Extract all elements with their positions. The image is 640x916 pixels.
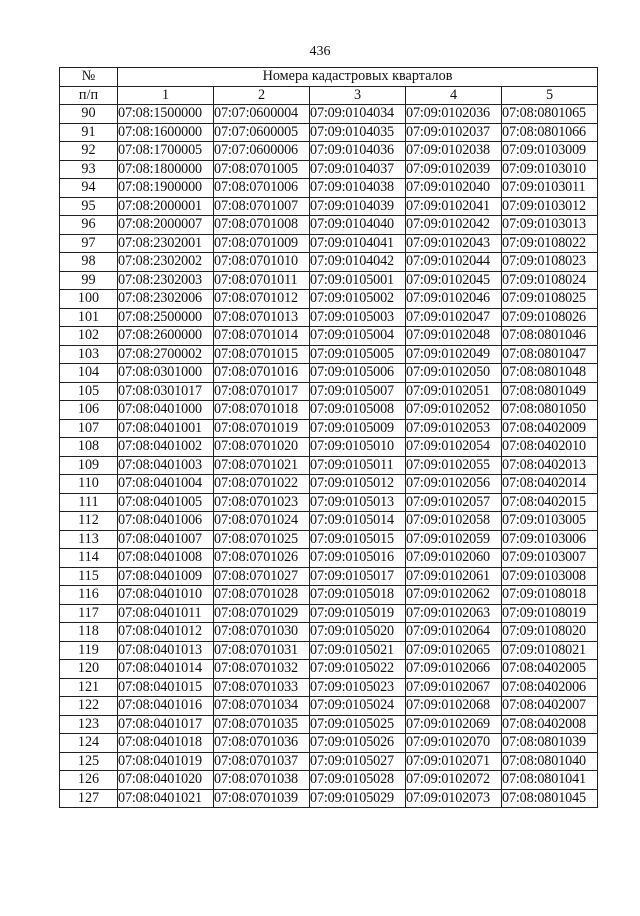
column-header: 2 — [214, 86, 310, 105]
row-number: 117 — [60, 604, 118, 623]
cadastral-number-cell: 07:09:0102042 — [406, 216, 502, 235]
cadastral-number-cell: 07:08:0701011 — [214, 271, 310, 290]
cadastral-number-cell: 07:09:0104042 — [310, 253, 406, 272]
table-row — [60, 105, 598, 124]
table-row — [60, 789, 598, 808]
table-row — [60, 586, 598, 605]
row-number: 106 — [60, 401, 118, 420]
table-row — [60, 253, 598, 272]
table-row — [60, 327, 598, 346]
row-number: 123 — [60, 715, 118, 734]
cadastral-number-cell: 07:08:0402006 — [502, 678, 598, 697]
cadastral-number-cell: 07:08:0801047 — [502, 345, 598, 364]
cadastral-number-cell: 07:08:0701006 — [214, 179, 310, 198]
cadastral-number-cell: 07:08:1800000 — [118, 160, 214, 179]
row-number: 108 — [60, 438, 118, 457]
cadastral-number-cell: 07:08:2500000 — [118, 308, 214, 327]
cadastral-number-cell: 07:09:0105001 — [310, 271, 406, 290]
cadastral-number-cell: 07:08:2000001 — [118, 197, 214, 216]
cadastral-number-cell: 07:08:0401018 — [118, 734, 214, 753]
cadastral-number-cell: 07:08:0701027 — [214, 567, 310, 586]
cadastral-number-cell: 07:08:0701022 — [214, 475, 310, 494]
cadastral-number-cell: 07:09:0105019 — [310, 604, 406, 623]
table-row — [60, 512, 598, 531]
cadastral-number-cell: 07:08:0701007 — [214, 197, 310, 216]
cadastral-number-cell: 07:09:0105016 — [310, 549, 406, 568]
cadastral-number-cell: 07:09:0102050 — [406, 364, 502, 383]
cadastral-number-cell: 07:08:0301000 — [118, 364, 214, 383]
row-number: 122 — [60, 697, 118, 716]
cadastral-number-cell: 07:08:0401007 — [118, 530, 214, 549]
cadastral-number-cell: 07:09:0102059 — [406, 530, 502, 549]
cadastral-number-cell: 07:09:0105015 — [310, 530, 406, 549]
cadastral-number-cell: 07:08:0701032 — [214, 660, 310, 679]
cadastral-number-cell: 07:09:0108026 — [502, 308, 598, 327]
cadastral-number-cell: 07:08:0401002 — [118, 438, 214, 457]
row-number: 93 — [60, 160, 118, 179]
cadastral-number-cell: 07:08:0701025 — [214, 530, 310, 549]
table-row — [60, 142, 598, 161]
cadastral-number-cell: 07:09:0102067 — [406, 678, 502, 697]
row-number: 124 — [60, 734, 118, 753]
cadastral-number-cell: 07:09:0102056 — [406, 475, 502, 494]
cadastral-number-cell: 07:08:0701029 — [214, 604, 310, 623]
table-row — [60, 216, 598, 235]
cadastral-number-cell: 07:09:0108024 — [502, 271, 598, 290]
cadastral-number-cell: 07:08:0801049 — [502, 382, 598, 401]
cadastral-number-cell: 07:08:0701035 — [214, 715, 310, 734]
cadastral-number-cell: 07:09:0102058 — [406, 512, 502, 531]
cadastral-number-cell: 07:09:0105014 — [310, 512, 406, 531]
cadastral-number-cell: 07:08:0401009 — [118, 567, 214, 586]
row-number: 125 — [60, 752, 118, 771]
cadastral-number-cell: 07:09:0105020 — [310, 623, 406, 642]
cadastral-number-cell: 07:07:0600004 — [214, 105, 310, 124]
cadastral-number-cell: 07:09:0103006 — [502, 530, 598, 549]
row-number: 96 — [60, 216, 118, 235]
cadastral-number-cell: 07:08:0701021 — [214, 456, 310, 475]
header-row-columns — [60, 86, 598, 105]
cadastral-number-cell: 07:08:0401015 — [118, 678, 214, 697]
cadastral-number-cell: 07:08:2700002 — [118, 345, 214, 364]
cadastral-number-cell: 07:09:0105026 — [310, 734, 406, 753]
cadastral-number-cell: 07:08:0701012 — [214, 290, 310, 309]
cadastral-number-cell: 07:09:0104035 — [310, 123, 406, 142]
cadastral-number-cell: 07:09:0102053 — [406, 419, 502, 438]
cadastral-number-cell: 07:09:0105012 — [310, 475, 406, 494]
cadastral-number-cell: 07:08:0401016 — [118, 697, 214, 716]
cadastral-number-cell: 07:08:0701030 — [214, 623, 310, 642]
cadastral-number-cell: 07:08:0701015 — [214, 345, 310, 364]
cadastral-number-cell: 07:08:0402014 — [502, 475, 598, 494]
cadastral-number-cell: 07:09:0102063 — [406, 604, 502, 623]
cadastral-number-cell: 07:08:0401011 — [118, 604, 214, 623]
cadastral-number-cell: 07:08:0402015 — [502, 493, 598, 512]
cadastral-number-cell: 07:08:0801040 — [502, 752, 598, 771]
cadastral-number-cell: 07:08:0401008 — [118, 549, 214, 568]
row-number: 120 — [60, 660, 118, 679]
table-row — [60, 549, 598, 568]
cadastral-number-cell: 07:09:0102048 — [406, 327, 502, 346]
cadastral-number-cell: 07:09:0102041 — [406, 197, 502, 216]
cadastral-number-cell: 07:09:0105028 — [310, 771, 406, 790]
row-number: 112 — [60, 512, 118, 531]
row-number: 97 — [60, 234, 118, 253]
cadastral-number-cell: 07:09:0103013 — [502, 216, 598, 235]
cadastral-number-cell: 07:09:0105010 — [310, 438, 406, 457]
cadastral-number-cell: 07:09:0105007 — [310, 382, 406, 401]
cadastral-number-cell: 07:08:2302002 — [118, 253, 214, 272]
cadastral-number-cell: 07:09:0105025 — [310, 715, 406, 734]
cadastral-number-cell: 07:08:0701031 — [214, 641, 310, 660]
cadastral-number-cell: 07:08:0701016 — [214, 364, 310, 383]
cadastral-number-cell: 07:09:0105005 — [310, 345, 406, 364]
row-number: 105 — [60, 382, 118, 401]
cadastral-number-cell: 07:08:0401020 — [118, 771, 214, 790]
cadastral-number-cell: 07:09:0102054 — [406, 438, 502, 457]
cadastral-number-cell: 07:08:0701014 — [214, 327, 310, 346]
column-header: 4 — [406, 86, 502, 105]
cadastral-number-cell: 07:09:0105008 — [310, 401, 406, 420]
cadastral-number-cell: 07:09:0102044 — [406, 253, 502, 272]
cadastral-number-cell: 07:08:0801066 — [502, 123, 598, 142]
cadastral-number-cell: 07:09:0108022 — [502, 234, 598, 253]
cadastral-number-cell: 07:08:0401010 — [118, 586, 214, 605]
cadastral-number-cell: 07:08:1900000 — [118, 179, 214, 198]
cadastral-number-cell: 07:09:0102061 — [406, 567, 502, 586]
cadastral-number-cell: 07:09:0108021 — [502, 641, 598, 660]
cadastral-number-cell: 07:08:0401001 — [118, 419, 214, 438]
header-num-sublabel: п/п — [60, 86, 118, 105]
cadastral-number-cell: 07:08:0401004 — [118, 475, 214, 494]
cadastral-number-cell: 07:08:0801046 — [502, 327, 598, 346]
cadastral-number-cell: 07:09:0102064 — [406, 623, 502, 642]
cadastral-number-cell: 07:09:0105018 — [310, 586, 406, 605]
cadastral-number-cell: 07:09:0105022 — [310, 660, 406, 679]
cadastral-number-cell: 07:08:0701038 — [214, 771, 310, 790]
cadastral-number-cell: 07:08:0701010 — [214, 253, 310, 272]
table-row — [60, 567, 598, 586]
cadastral-number-cell: 07:09:0105003 — [310, 308, 406, 327]
table-row — [60, 771, 598, 790]
cadastral-number-cell: 07:08:0701017 — [214, 382, 310, 401]
cadastral-number-cell: 07:09:0102060 — [406, 549, 502, 568]
table-row — [60, 160, 598, 179]
column-header: 3 — [310, 86, 406, 105]
table-row — [60, 364, 598, 383]
cadastral-number-cell: 07:08:0401021 — [118, 789, 214, 808]
cadastral-number-cell: 07:09:0102043 — [406, 234, 502, 253]
cadastral-number-cell: 07:09:0103008 — [502, 567, 598, 586]
cadastral-number-cell: 07:09:0102037 — [406, 123, 502, 142]
cadastral-number-cell: 07:09:0102055 — [406, 456, 502, 475]
row-number: 107 — [60, 419, 118, 438]
table-row — [60, 401, 598, 420]
cadastral-number-cell: 07:09:0102069 — [406, 715, 502, 734]
cadastral-number-cell: 07:08:0801045 — [502, 789, 598, 808]
table-row — [60, 438, 598, 457]
row-number: 116 — [60, 586, 118, 605]
cadastral-number-cell: 07:09:0105004 — [310, 327, 406, 346]
table-row — [60, 382, 598, 401]
table-row — [60, 475, 598, 494]
page-number: 436 — [309, 44, 331, 59]
cadastral-number-cell: 07:08:0701039 — [214, 789, 310, 808]
cadastral-number-cell: 07:09:0108020 — [502, 623, 598, 642]
cadastral-number-cell: 07:09:0102066 — [406, 660, 502, 679]
cadastral-number-cell: 07:09:0102057 — [406, 493, 502, 512]
row-number: 114 — [60, 549, 118, 568]
row-number: 109 — [60, 456, 118, 475]
row-number: 126 — [60, 771, 118, 790]
cadastral-number-cell: 07:08:0801041 — [502, 771, 598, 790]
cadastral-number-cell: 07:09:0108019 — [502, 604, 598, 623]
cadastral-number-cell: 07:09:0104034 — [310, 105, 406, 124]
row-number: 121 — [60, 678, 118, 697]
row-number: 98 — [60, 253, 118, 272]
cadastral-number-cell: 07:08:0402005 — [502, 660, 598, 679]
cadastral-number-cell: 07:08:0401006 — [118, 512, 214, 531]
cadastral-number-cell: 07:08:0701033 — [214, 678, 310, 697]
table-row — [60, 179, 598, 198]
cadastral-number-cell: 07:09:0108018 — [502, 586, 598, 605]
row-number: 111 — [60, 493, 118, 512]
cadastral-number-cell: 07:08:0801065 — [502, 105, 598, 124]
cadastral-number-cell: 07:08:0701013 — [214, 308, 310, 327]
row-number: 127 — [60, 789, 118, 808]
cadastral-number-cell: 07:09:0102071 — [406, 752, 502, 771]
cadastral-number-cell: 07:08:0701018 — [214, 401, 310, 420]
cadastral-number-cell: 07:09:0105021 — [310, 641, 406, 660]
cadastral-number-cell: 07:09:0104040 — [310, 216, 406, 235]
cadastral-number-cell: 07:09:0105011 — [310, 456, 406, 475]
column-header: 1 — [118, 86, 214, 105]
cadastral-number-cell: 07:09:0104037 — [310, 160, 406, 179]
cadastral-number-cell: 07:09:0102073 — [406, 789, 502, 808]
cadastral-number-cell: 07:09:0108025 — [502, 290, 598, 309]
cadastral-number-cell: 07:08:0701008 — [214, 216, 310, 235]
row-number: 113 — [60, 530, 118, 549]
cadastral-number-cell: 07:08:1600000 — [118, 123, 214, 142]
cadastral-number-cell: 07:08:0402009 — [502, 419, 598, 438]
cadastral-number-cell: 07:08:0401013 — [118, 641, 214, 660]
row-number: 94 — [60, 179, 118, 198]
cadastral-number-cell: 07:08:0701023 — [214, 493, 310, 512]
cadastral-number-cell: 07:09:0102052 — [406, 401, 502, 420]
cadastral-number-cell: 07:09:0104041 — [310, 234, 406, 253]
cadastral-number-cell: 07:09:0103007 — [502, 549, 598, 568]
row-number: 95 — [60, 197, 118, 216]
cadastral-number-cell: 07:09:0102049 — [406, 345, 502, 364]
table-row — [60, 419, 598, 438]
cadastral-number-cell: 07:08:0701009 — [214, 234, 310, 253]
cadastral-number-cell: 07:09:0103012 — [502, 197, 598, 216]
row-number: 104 — [60, 364, 118, 383]
table-row — [60, 752, 598, 771]
table-body — [60, 105, 598, 808]
cadastral-number-cell: 07:09:0103010 — [502, 160, 598, 179]
cadastral-number-cell: 07:09:0102036 — [406, 105, 502, 124]
cadastral-number-cell: 07:09:0103011 — [502, 179, 598, 198]
cadastral-number-cell: 07:08:1500000 — [118, 105, 214, 124]
cadastral-number-cell: 07:08:0402013 — [502, 456, 598, 475]
table-row — [60, 734, 598, 753]
table-row — [60, 660, 598, 679]
row-number: 103 — [60, 345, 118, 364]
cadastral-number-cell: 07:09:0102038 — [406, 142, 502, 161]
cadastral-number-cell: 07:08:2000007 — [118, 216, 214, 235]
header-num-label: № — [60, 68, 118, 87]
table-row — [60, 197, 598, 216]
cadastral-number-cell: 07:08:0401017 — [118, 715, 214, 734]
cadastral-number-cell: 07:09:0102070 — [406, 734, 502, 753]
cadastral-number-cell: 07:08:0402008 — [502, 715, 598, 734]
cadastral-quarters-table — [59, 67, 598, 808]
header-title: Номера кадастровых кварталов — [118, 68, 598, 87]
cadastral-number-cell: 07:09:0102068 — [406, 697, 502, 716]
row-number: 100 — [60, 290, 118, 309]
cadastral-number-cell: 07:09:0104036 — [310, 142, 406, 161]
cadastral-number-cell: 07:08:0701028 — [214, 586, 310, 605]
cadastral-number-cell: 07:09:0102047 — [406, 308, 502, 327]
row-number: 119 — [60, 641, 118, 660]
cadastral-number-cell: 07:08:0701037 — [214, 752, 310, 771]
cadastral-number-cell: 07:08:0401014 — [118, 660, 214, 679]
cadastral-number-cell: 07:09:0105023 — [310, 678, 406, 697]
cadastral-number-cell: 07:08:0701036 — [214, 734, 310, 753]
table-row — [60, 493, 598, 512]
cadastral-number-cell: 07:08:0401019 — [118, 752, 214, 771]
cadastral-number-cell: 07:08:0801050 — [502, 401, 598, 420]
cadastral-number-cell: 07:08:0301017 — [118, 382, 214, 401]
cadastral-number-cell: 07:08:2302006 — [118, 290, 214, 309]
cadastral-number-cell: 07:08:0401012 — [118, 623, 214, 642]
cadastral-number-cell: 07:09:0103009 — [502, 142, 598, 161]
cadastral-number-cell: 07:09:0108023 — [502, 253, 598, 272]
cadastral-number-cell: 07:08:0402010 — [502, 438, 598, 457]
row-number: 118 — [60, 623, 118, 642]
cadastral-number-cell: 07:09:0104038 — [310, 179, 406, 198]
table-row — [60, 715, 598, 734]
cadastral-number-cell: 07:08:0401005 — [118, 493, 214, 512]
cadastral-number-cell: 07:09:0102040 — [406, 179, 502, 198]
row-number: 91 — [60, 123, 118, 142]
cadastral-number-cell: 07:09:0105013 — [310, 493, 406, 512]
table-row — [60, 456, 598, 475]
row-number: 92 — [60, 142, 118, 161]
cadastral-number-cell: 07:08:0801039 — [502, 734, 598, 753]
table-row — [60, 623, 598, 642]
table-row — [60, 697, 598, 716]
table-row — [60, 678, 598, 697]
cadastral-number-cell: 07:09:0105002 — [310, 290, 406, 309]
row-number: 102 — [60, 327, 118, 346]
table-row — [60, 271, 598, 290]
cadastral-number-cell: 07:08:0701020 — [214, 438, 310, 457]
cadastral-number-cell: 07:08:0701005 — [214, 160, 310, 179]
table-row — [60, 290, 598, 309]
row-number: 110 — [60, 475, 118, 494]
table-row — [60, 641, 598, 660]
cadastral-number-cell: 07:07:0600006 — [214, 142, 310, 161]
row-number: 115 — [60, 567, 118, 586]
table-row — [60, 530, 598, 549]
row-number: 99 — [60, 271, 118, 290]
cadastral-number-cell: 07:09:0102051 — [406, 382, 502, 401]
column-header: 5 — [502, 86, 598, 105]
cadastral-number-cell: 07:09:0103005 — [502, 512, 598, 531]
cadastral-number-cell: 07:08:0801048 — [502, 364, 598, 383]
cadastral-number-cell: 07:09:0105029 — [310, 789, 406, 808]
row-number: 90 — [60, 105, 118, 124]
cadastral-number-cell: 07:09:0105024 — [310, 697, 406, 716]
table-row — [60, 345, 598, 364]
table-row — [60, 234, 598, 253]
cadastral-number-cell: 07:08:0701034 — [214, 697, 310, 716]
cadastral-number-cell: 07:09:0105006 — [310, 364, 406, 383]
cadastral-number-cell: 07:08:2302003 — [118, 271, 214, 290]
table-row — [60, 604, 598, 623]
cadastral-number-cell: 07:08:0701024 — [214, 512, 310, 531]
cadastral-number-cell: 07:09:0102065 — [406, 641, 502, 660]
cadastral-number-cell: 07:09:0102072 — [406, 771, 502, 790]
row-number: 101 — [60, 308, 118, 327]
cadastral-number-cell: 07:08:2302001 — [118, 234, 214, 253]
cadastral-number-cell: 07:08:1700005 — [118, 142, 214, 161]
cadastral-number-cell: 07:09:0104039 — [310, 197, 406, 216]
cadastral-number-cell: 07:09:0102045 — [406, 271, 502, 290]
cadastral-number-cell: 07:09:0102046 — [406, 290, 502, 309]
cadastral-number-cell: 07:08:0401000 — [118, 401, 214, 420]
cadastral-number-cell: 07:08:0701026 — [214, 549, 310, 568]
table-row — [60, 123, 598, 142]
table-header — [60, 68, 598, 105]
cadastral-number-cell: 07:08:0701019 — [214, 419, 310, 438]
cadastral-number-cell: 07:09:0105009 — [310, 419, 406, 438]
cadastral-number-cell: 07:09:0102039 — [406, 160, 502, 179]
cadastral-number-cell: 07:08:0401003 — [118, 456, 214, 475]
cadastral-number-cell: 07:08:0402007 — [502, 697, 598, 716]
cadastral-number-cell: 07:07:0600005 — [214, 123, 310, 142]
cadastral-number-cell: 07:09:0102062 — [406, 586, 502, 605]
table-row — [60, 308, 598, 327]
header-row-title — [60, 68, 598, 87]
cadastral-number-cell: 07:08:2600000 — [118, 327, 214, 346]
cadastral-number-cell: 07:09:0105027 — [310, 752, 406, 771]
cadastral-number-cell: 07:09:0105017 — [310, 567, 406, 586]
